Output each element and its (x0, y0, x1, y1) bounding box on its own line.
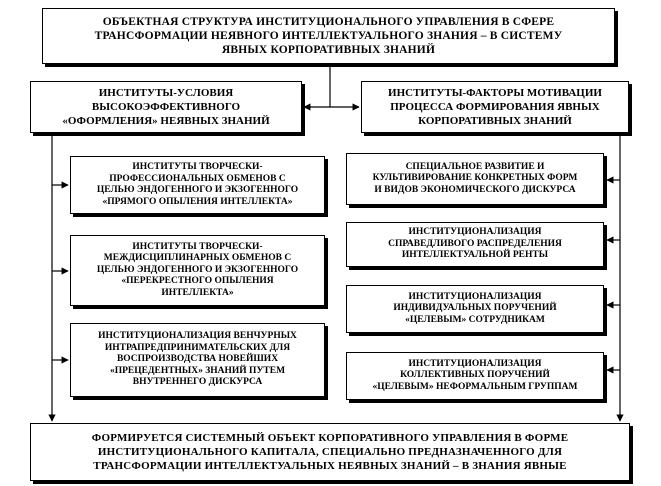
bottom-result-box (30, 423, 630, 481)
left-item-box-2 (70, 235, 325, 306)
right-item-box-3 (346, 285, 604, 333)
right-item-4-line-3: «ЦЕЛЕВЫМ» НЕФОРМАЛЬНЫМ ГРУППАМ (372, 381, 578, 392)
bottom-line-2: ИНСТИТУЦИОНАЛЬНОГО КАПИТАЛА, СПЕЦИАЛЬНО ПРЕДНАЗНАЧЕННОГО ДЛЯ (97, 446, 563, 458)
left-item-2-line-5: ИНТЕЛЛЕКТА» (161, 287, 234, 298)
right-item-2-line-3: ИНТЕЛЛЕКТУАЛЬНОЙ РЕНТЫ (401, 250, 549, 261)
bottom-line-1: ФОРМИРУЕТСЯ СИСТЕМНЫЙ ОБЪЕКТ КОРПОРАТИВНОГО УПРАВЛЕНИЯ В ФОРМЕ (91, 432, 569, 444)
left-item-1-line-3: ЦЕЛЬЮ ЭНДОГЕННОГО И ЭКЗОГЕННОГО (96, 185, 299, 195)
right-item-1-line-2: КУЛЬТИВИРОВАНИЕ КОНКРЕТНЫХ ФОРМ (372, 173, 578, 184)
left-header-line-1: ИНСТИТУТЫ-УСЛОВИЯ (98, 87, 234, 99)
left-item-3-line-4: «ПРЕЦЕДЕНТНЫХ» ЗНАНИЙ ПУТЕМ (109, 365, 286, 376)
left-item-3-line-5: ВНУТРЕННЕГО ДИСКУРСА (132, 377, 263, 388)
left-header-line-2: ВЫСОКОЭФФЕКТИВНОГО (91, 101, 241, 113)
left-item-2-line-2: МЕЖДИСЦИПЛИНАРНЫХ ОБМЕНОВ С (103, 253, 292, 264)
right-item-box-2 (346, 222, 604, 267)
right-header-line-3: КОРПОРАТИВНЫХ ЗНАНИЙ (418, 115, 572, 127)
left-item-3-line-2: ИНТРАПРЕДПРИНИМАТЕЛЬСКИХ ДЛЯ (104, 342, 291, 353)
left-item-1-line-4: «ПРЯМОГО ОПЫЛЕНИЯ ИНТЕЛЛЕКТА» (102, 196, 293, 207)
right-header-box (361, 81, 629, 133)
left-item-1-line-1: ИНСТИТУТЫ ТВОРЧЕСКИ- (132, 162, 263, 172)
left-header-line-3: «ОФОРМЛЕНИЯ» НЕЯВНЫХ ЗНАНИЙ (62, 115, 270, 127)
right-item-2-line-1: ИНСТИТУЦИОНАЛИЗАЦИЯ (408, 227, 542, 238)
right-item-2-line-2: СПРАВЕДЛИВОГО РАСПРЕДЕЛЕНИЯ (388, 238, 562, 249)
left-item-1-line-2: ПРОФЕССИОНАЛЬНЫХ ОБМЕНОВ С (109, 173, 286, 184)
left-header-box (30, 81, 302, 133)
right-item-box-4 (346, 352, 604, 400)
left-item-box-1 (70, 156, 325, 214)
top-title-line-2: ТРАНСФОРМАЦИИ НЕЯВНОГО ИНТЕЛЛЕКТУАЛЬНОГО ЗНАНИЯ – В СИСТЕМУ (94, 30, 563, 42)
top-title-line-1: ОБЪЕКТНАЯ СТРУКТУРА ИНСТИТУЦИОНАЛЬНОГО УПРАВЛЕНИЯ В СФЕРЕ (102, 16, 555, 28)
right-item-4-line-2: КОЛЛЕКТИВНЫХ ПОРУЧЕНИЙ (400, 370, 550, 381)
left-item-2-line-4: «ПЕРЕКРЕСТНОГО ОПЫЛЕНИЯ (121, 276, 274, 287)
right-item-3-line-2: ИНДИВИДУАЛЬНЫХ ПОРУЧЕНИЙ (393, 303, 557, 314)
right-item-box-1 (346, 153, 604, 205)
right-item-4-line-1: ИНСТИТУЦИОНАЛИЗАЦИЯ (408, 358, 542, 369)
right-item-3-line-1: ИНСТИТУЦИОНАЛИЗАЦИЯ (408, 291, 542, 302)
left-item-3-line-3: ВОСПРОИЗВОДСТВА НОВЕЙШИХ (116, 354, 279, 365)
right-item-3-line-3: «ЦЕЛЕВЫМ» СОТРУДНИКАМ (405, 314, 545, 325)
right-item-1-line-1: СПЕЦИАЛЬНОЕ РАЗВИТИЕ И (405, 161, 545, 172)
right-header-line-2: ПРОЦЕССА ФОРМИРОВАНИЯ ЯВНЫХ (390, 101, 600, 113)
right-header-line-1: ИНСТИТУТЫ-ФАКТОРЫ МОТИВАЦИИ (388, 87, 602, 99)
left-item-2-line-3: ЦЕЛЬЮ ЭНДОГЕННОГО И ЭКЗОГЕННОГО (96, 264, 299, 275)
top-title-line-3: ЯВНЫХ КОРПОРАТИВНЫХ ЗНАНИЙ (221, 44, 436, 56)
right-item-1-line-3: И ВИДОВ ЭКОНОМИЧЕСКОГО ДИСКУРСА (374, 184, 576, 195)
left-item-box-3 (70, 323, 325, 397)
top-title-box (42, 8, 615, 64)
bottom-line-3: ТРАНСФОРМАЦИИ ИНТЕЛЛЕКТУАЛЬНЫХ НЕЯВНЫХ ЗНАНИЙ – В ЗНАНИЯ ЯВНЫЕ (93, 460, 567, 472)
left-item-2-line-1: ИНСТИТУТЫ ТВОРЧЕСКИ- (132, 241, 263, 252)
left-item-3-line-1: ИНСТИТУЦИОНАЛИЗАЦИЯ ВЕНЧУРНЫХ (98, 331, 297, 342)
